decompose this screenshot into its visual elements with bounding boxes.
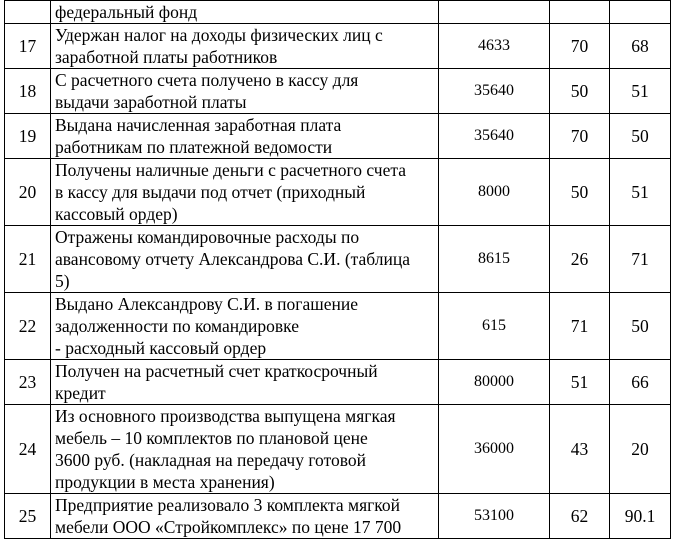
entry-debit-account: 62 <box>550 494 610 539</box>
table-row <box>5 226 671 293</box>
entry-number: 17 <box>5 24 51 69</box>
entry-description: Предприятие реализовало 3 комплекта мягкой мебели ООО «Стройкомплекс» по цене 17 700 <box>51 494 439 539</box>
entry-amount <box>439 1 550 24</box>
entry-amount: 35640 <box>439 114 550 159</box>
entry-debit-account: 43 <box>550 405 610 494</box>
entry-description: федеральный фонд <box>51 1 439 24</box>
table-row <box>5 24 671 69</box>
entry-credit-account: 71 <box>610 226 671 293</box>
entry-credit-account: 50 <box>610 293 671 360</box>
entry-description: Удержан налог на доходы физических лиц с заработной платы работников <box>51 24 439 69</box>
entry-amount: 4633 <box>439 24 550 69</box>
entry-number: 21 <box>5 226 51 293</box>
entry-credit-account: 50 <box>610 114 671 159</box>
entry-amount: 8615 <box>439 226 550 293</box>
entry-amount: 53100 <box>439 494 550 539</box>
entry-description: Отражены командировочные расходы по авансовому отчету Александрова С.И. (таблица 5) <box>51 226 439 293</box>
entry-amount: 8000 <box>439 159 550 226</box>
entry-description: Получены наличные деньги с расчетного счета в кассу для выдачи под отчет (приходный кассовый ордер) <box>51 159 439 226</box>
entry-amount: 36000 <box>439 405 550 494</box>
entry-description: Из основного производства выпущена мягкая мебель – 10 комплектов по плановой цене 3600 руб. (накладная на передачу готовой продукции в места хранения) <box>51 405 439 494</box>
table-row <box>5 293 671 360</box>
table-row <box>5 159 671 226</box>
table-row <box>5 114 671 159</box>
entry-credit-account: 51 <box>610 159 671 226</box>
entry-debit-account: 26 <box>550 226 610 293</box>
entry-credit-account: 66 <box>610 360 671 405</box>
entry-debit-account <box>550 1 610 24</box>
entry-credit-account: 68 <box>610 24 671 69</box>
entry-credit-account <box>610 1 671 24</box>
entry-amount: 80000 <box>439 360 550 405</box>
entry-amount: 615 <box>439 293 550 360</box>
table-row <box>5 69 671 114</box>
entry-debit-account: 70 <box>550 24 610 69</box>
transactions-table <box>4 0 671 539</box>
table-row <box>5 494 671 539</box>
entry-number: 25 <box>5 494 51 539</box>
entry-amount: 35640 <box>439 69 550 114</box>
entry-debit-account: 71 <box>550 293 610 360</box>
table-row <box>5 1 671 24</box>
entry-description: Выдано Александрову С.И. в погашение задолженности по командировке - расходный кассовый ордер <box>51 293 439 360</box>
entry-debit-account: 70 <box>550 114 610 159</box>
entry-number: 22 <box>5 293 51 360</box>
transactions-body <box>5 1 671 539</box>
entry-number: 24 <box>5 405 51 494</box>
entry-number <box>5 1 51 24</box>
entry-number: 23 <box>5 360 51 405</box>
entry-description: Получен на расчетный счет краткосрочный кредит <box>51 360 439 405</box>
entry-credit-account: 90.1 <box>610 494 671 539</box>
entry-description: Выдана начисленная заработная плата работникам по платежной ведомости <box>51 114 439 159</box>
entry-number: 19 <box>5 114 51 159</box>
entry-credit-account: 51 <box>610 69 671 114</box>
entry-credit-account: 20 <box>610 405 671 494</box>
table-row <box>5 360 671 405</box>
entry-debit-account: 51 <box>550 360 610 405</box>
entry-debit-account: 50 <box>550 69 610 114</box>
entry-number: 18 <box>5 69 51 114</box>
entry-description: С расчетного счета получено в кассу для выдачи заработной платы <box>51 69 439 114</box>
entry-number: 20 <box>5 159 51 226</box>
table-row <box>5 405 671 494</box>
entry-debit-account: 50 <box>550 159 610 226</box>
